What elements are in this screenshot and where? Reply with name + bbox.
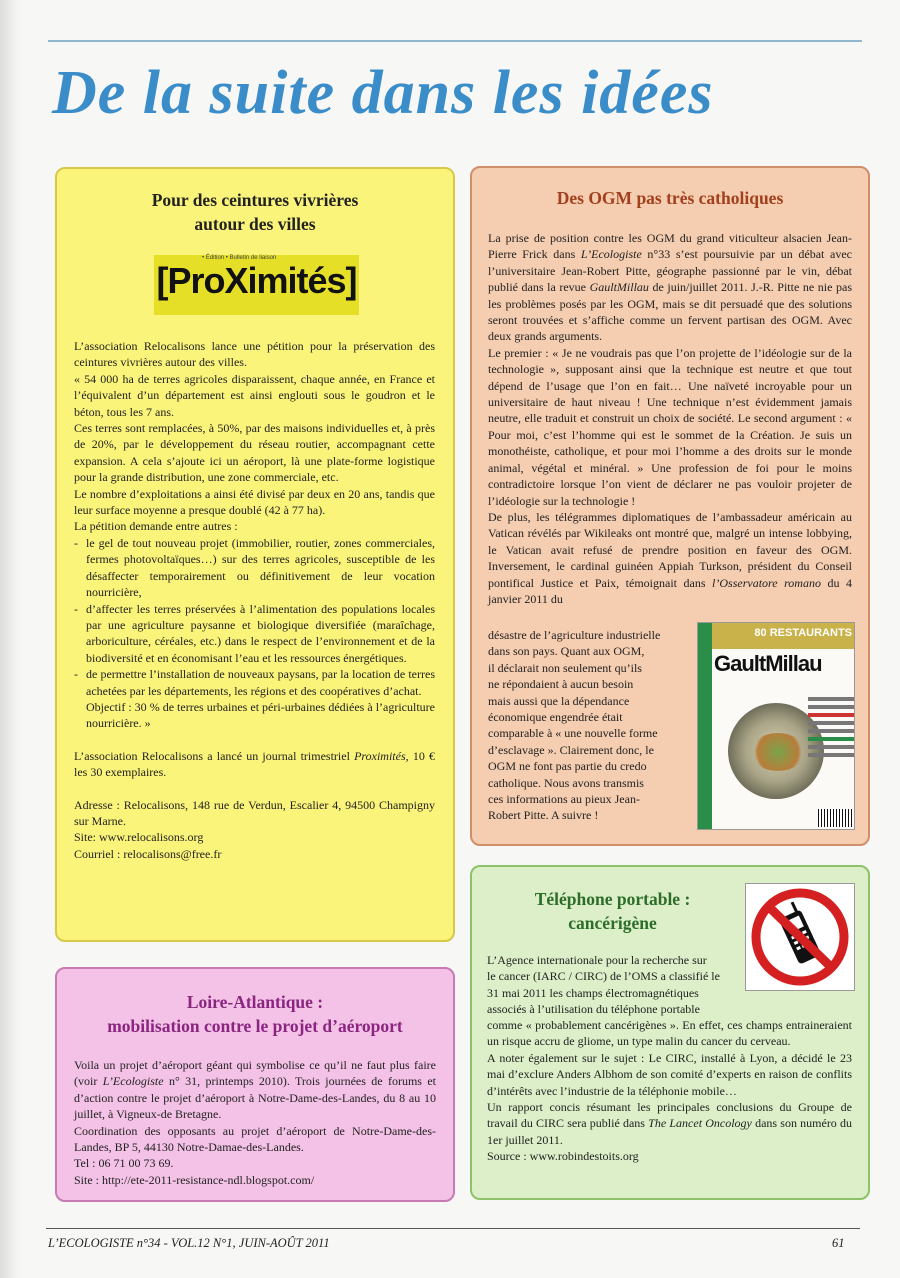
loire-text: n° 31, printemps 2010). Trois journées de forums et d’action contre le projet d’aéroport à Notre-Dame-des-Landes, du 8 au 10 juillet, à Vigneux-de Bretagne. — [74, 1074, 436, 1122]
ceintures-address: Adresse : Relocalisons, 148 rue de Verdun, Escalier 4, 94500 Champigny sur Marne. — [74, 797, 435, 828]
ogm-paragraph-2: Le premier : « Je ne voudrais pas que l’on projette de l’idéologie sur de la technologie », supposant ainsi que la technique est neutre et que tout dépend de l’usage que l’on en fait… Une naïveté incroyable pour un universitaire de haut niveau ! Une technique n’est évidemment jamais neutre, elle traduit et construit un choix de société. Le second argument : « Pour moi, c’est l’homme qui est le sommet de la Création. Je suis un monothéiste, catholique, et pour moi l’homme a des droits sur le monde animal, végétal et minéral. » Une profession de foi pour le moins contradictoire lorsque l’on vient de déclarer ne pas vouloir projeter de l’idéologie sur la technologie ! — [488, 345, 852, 508]
footer-issue: L’ECOLOGISTE n°34 - VOL.12 N°1, JUIN-AOÛT 2011 — [48, 1236, 330, 1250]
ogm-line: ces informations au pieux Jean- — [488, 792, 640, 807]
telephone-line: associés à l’utilisation du téléphone portable — [487, 1002, 700, 1017]
journal-pre: L’association Relocalisons a lancé un journal trimestriel — [74, 748, 355, 763]
telephone-paragraph-2: A noter également sur le sujet : Le CIRC, installé à Lyon, a décidé le 23 mai d’exclure Anders Albhom de son comité d’experts en raison de conflits d’intérêts avec l’industrie de la téléphonie mobile… — [487, 1050, 852, 1098]
ogm-column — [488, 627, 688, 824]
ogm-line: dans son pays. Quant aux OGM, — [488, 644, 645, 659]
journal-post: , 10 € les 30 exemplaires. — [74, 748, 436, 780]
cover-line — [808, 729, 854, 733]
loire-tel: Tel : 06 71 00 73 69. — [74, 1156, 174, 1171]
magazine-title: GaultMillau — [714, 651, 822, 676]
magazine-spine — [698, 623, 712, 829]
telephone-line: L’Agence internationale pour la recherche sur — [487, 953, 707, 967]
ogm-line: mais aussi que la dépendance — [488, 693, 630, 708]
ceintures-paragraph: La pétition demande entre autres : — [74, 519, 238, 534]
ogm-italic: l’Osservatore romano — [712, 575, 821, 590]
telephone-narrow-lines — [487, 952, 737, 1018]
ceintures-paragraph: Ces terres sont remplacées, à 50%, par des maisons individuelles et, à près de 20%, par le développement du réseau routier, accompagnant cette expansion. A cela s’ajoute ici un aéroport, là une plate-forme logistique pour la grande distribution, une zone commerciale, etc. — [74, 421, 435, 485]
ceintures-paragraph: Le nombre d’exploitations a ainsi été divisé par deux en 20 ans, tandis que leur surface moyenne a presque doublé (42 à 77 ha). — [74, 486, 435, 518]
proximites-logo — [154, 255, 359, 315]
no-phone-sign-icon — [745, 883, 855, 991]
ogm-line: désastre de l’agriculture industrielle — [488, 628, 661, 642]
footer-rule — [46, 1228, 860, 1229]
ogm-text: n°33 s’est poursuivie par un débat avec l’universitaire Jean-Robert Pitte, géographe passionné par le vin, débat publié dans la revue — [488, 247, 853, 295]
cover-line — [808, 745, 854, 749]
telephone-paragraph-1: comme « probablement cancérigènes ». En effet, ces champs entraineraient un risque accru de gliome, un type malin du cancer du cerveau. — [487, 1018, 852, 1049]
list-item: - le gel de tout nouveau projet (immobilier, routier, zones commerciales, fermes photovoltaïques…) sur des terres agricoles, susceptible de les désaffecter temporairement ou définitivement de leur vocation nourricière, — [74, 535, 435, 601]
ogm-line: OGM ne font pas partie du credo — [488, 759, 647, 774]
telephone-text: dans son numéro du 1er juillet 2011. — [487, 1116, 853, 1147]
list-item: - d’affecter les terres préservées à l’alimentation des populations locales par une agriculture paysanne et biologique diversifiée (maraîchage, arboriculture, céréales, etc.) dans le respect de l’environnement et de la biodiversité et en économisant l’eau et les ressources énergétiques. — [74, 601, 435, 667]
ogm-text: La prise de position contre les OGM du grand viticulteur alsacien Jean-Pierre Frick dans — [488, 231, 852, 262]
page-edge — [0, 0, 22, 1278]
gaultmillau-magazine-cover — [697, 622, 855, 830]
loire-title-line1: Loire-Atlantique : — [186, 992, 324, 1012]
ceintures-journal — [74, 748, 435, 781]
telephone-line: 31 mai 2011 les champs électromagnétiques — [487, 985, 699, 1000]
ceintures-paragraph: « 54 000 ha de terres agricoles disparaissent, chaque année, en France et l’équivalent d’un département est ainsi englouti sous le goudron et le béton, tous les 7 ans. — [74, 371, 435, 419]
ceintures-objectif: Objectif : 30 % de terres urbaines et péri-urbaines dédiées à l’agriculture nourricière. » — [86, 699, 435, 731]
magazine-badge: 80 RESTAURANTS — [754, 627, 852, 639]
proximites-logo-small: • Édition • Bulletin de liaison — [202, 255, 277, 261]
ogm-text: du 4 janvier 2011 du — [488, 575, 853, 606]
cover-line — [808, 737, 854, 741]
journal-title: Proximités — [354, 748, 406, 763]
loire-site: Site : http://ete-2011-resistance-ndl.blogspot.com/ — [74, 1172, 315, 1187]
telephone-title — [490, 887, 735, 935]
loire-title-line2: mobilisation contre le projet d’aéroport — [107, 1016, 403, 1036]
loire-italic: L’Ecologiste — [102, 1074, 164, 1089]
top-rule — [48, 40, 862, 42]
ceintures-site: Site: www.relocalisons.org — [74, 830, 204, 845]
ogm-body — [488, 230, 852, 607]
cover-line — [808, 705, 854, 709]
list-item: - de permettre l’installation de nouveaux paysans, par la location de terres achetées par les départements, les régions et des coopératives d’achat. — [74, 666, 435, 699]
ogm-line: Robert Pitte. A suivre ! — [488, 808, 599, 823]
ceintures-courriel: Courriel : relocalisons@free.fr — [74, 846, 222, 861]
telephone-body — [487, 1017, 852, 1165]
proximites-logo-text: [ProXimités] — [156, 260, 357, 301]
page-number: 61 — [832, 1236, 845, 1250]
ogm-line: comparable à « une nouvelle forme — [488, 726, 658, 741]
ceintures-title-line2: autour des villes — [194, 214, 316, 234]
telephone-line: le cancer (IARC / CIRC) de l’OMS a classifié le — [487, 969, 720, 984]
ceintures-body — [74, 338, 435, 862]
cover-line — [808, 713, 854, 717]
loire-body — [74, 1057, 436, 1188]
ogm-paragraph-1 — [488, 230, 852, 345]
page-title: De la suite dans les idées — [52, 59, 714, 127]
ogm-line: il déclarait non seulement qu’ils — [488, 660, 642, 675]
ogm-text: De plus, les télégrammes diplomatiques de l’ambassadeur américain au Vatican révélés par Wikileaks ont montré que, malgré un intense lobbying, le Vatican avait refusé de prendre position en faveur des OGM. Inversement, le cardinal guinéen Appiah Turkson, président du Conseil pontifical Justice et Paix, témoignait dans — [488, 509, 852, 590]
loire-text: Voila un projet d’aéroport géant qui symbolise ce qu’il ne faut plus faire (voir — [74, 1058, 436, 1089]
ogm-italic: L’Ecologiste — [580, 247, 642, 262]
telephone-title-line1: Téléphone portable : — [534, 889, 691, 909]
telephone-text: Un rapport concis résumant les principales conclusions du Groupe de travail du CIRC sera publié dans — [487, 1100, 852, 1131]
ogm-line: économique engendrée était — [488, 710, 623, 725]
loire-paragraph-1 — [74, 1057, 436, 1123]
cover-line — [808, 721, 854, 725]
ogm-title: Des OGM pas très catholiques — [556, 188, 784, 208]
ogm-line: catholique. Nous avons transmis — [488, 775, 644, 790]
magazine-dish-image — [750, 733, 806, 771]
telephone-paragraph-3 — [487, 1099, 852, 1148]
telephone-source: Source : www.robindestoits.org — [487, 1149, 639, 1164]
ceintures-paragraph: L’association Relocalisons lance une pétition pour la préservation des ceintures vivrières autour des villes. — [74, 339, 435, 370]
ogm-line: ne répondaient à aucun besoin — [488, 677, 634, 692]
magazine-band — [712, 623, 855, 649]
magazine-barcode — [818, 809, 852, 827]
telephone-italic: The Lancet Oncology — [648, 1116, 752, 1131]
ceintures-title-line1: Pour des ceintures vivrières — [151, 190, 359, 210]
ogm-line: d’esclavage ». Clairement donc, le — [488, 742, 654, 757]
ogm-italic: GaultMillau — [589, 280, 649, 295]
ogm-text: de juin/juillet 2011. J.-R. Pitte ne nie pas les problèmes posés par les OGM, mais se dit persuadé que des solutions seront trouvées et s’affiche comme un fervent partisan des OGM. Avec deux grands arguments. — [488, 280, 852, 344]
ogm-paragraph-3 — [488, 509, 852, 607]
ceintures-list — [74, 535, 435, 699]
cover-line — [808, 753, 854, 757]
loire-paragraph-2: Coordination des opposants au projet d’aéroport de Notre-Dame-des-Landes, BP 5, 44130 Notre-Damae-des-Landes. — [74, 1123, 436, 1155]
cover-line — [808, 697, 854, 701]
loire-title — [68, 990, 442, 1038]
telephone-title-line2: cancérigène — [568, 913, 657, 933]
ceintures-title — [75, 188, 435, 236]
